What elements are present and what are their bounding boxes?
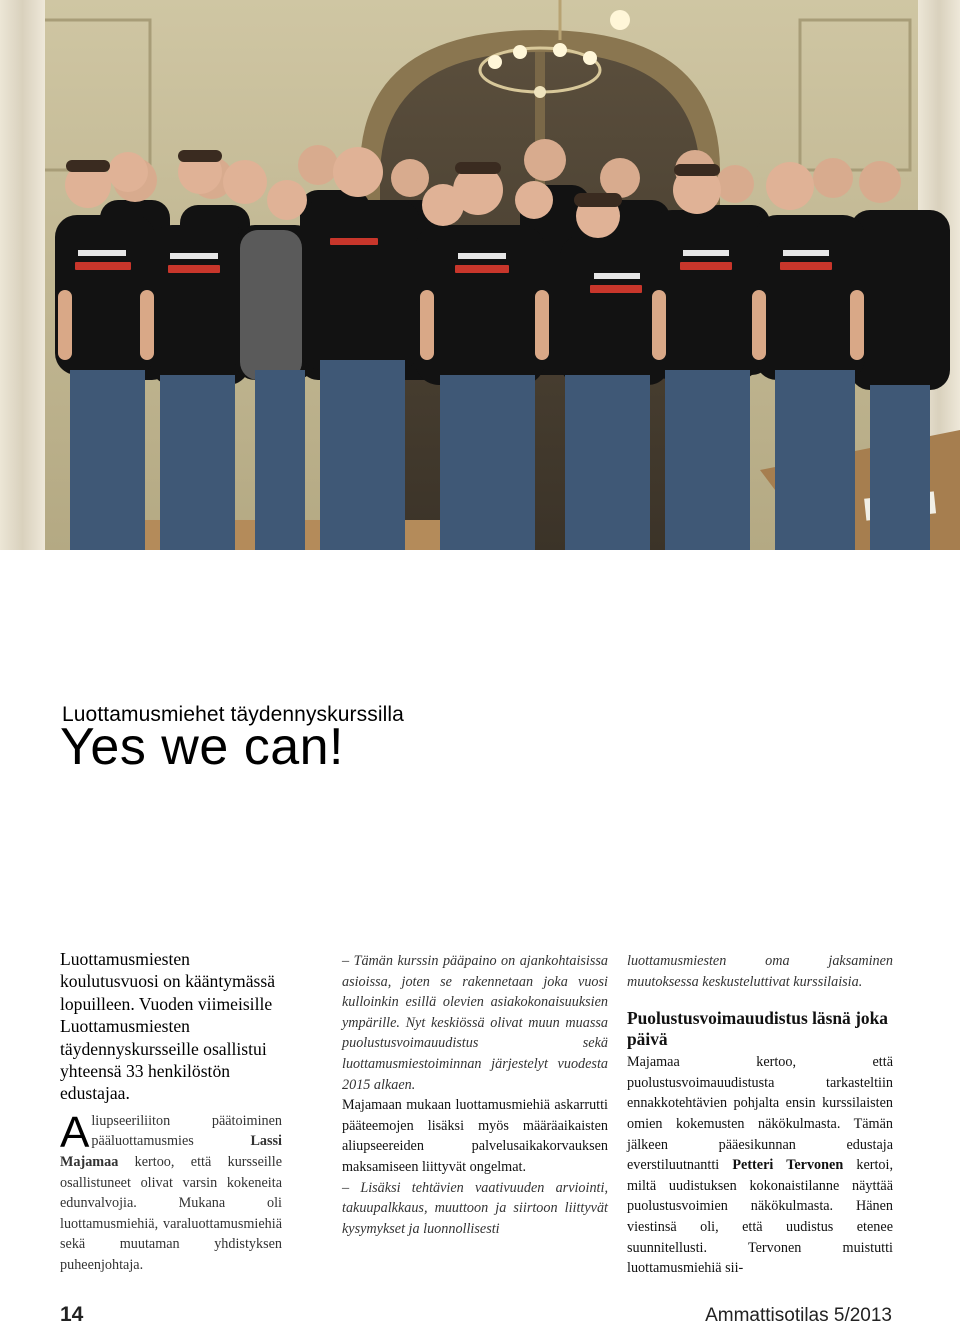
col2-quote-1: – Tämän kurssin pääpaino on ajankohtaisissa asioissa, joten se rakennetaan joka vuosi kulloinkin esillä olevien asiakokonaisuuksien ympärille. Nyt keskiössä olivat muun muassa puolustusvoimauudistus sekä luottamusmiestoiminnan järjestelyt vuodesta 2015 alkaen. [342, 953, 608, 1093]
page-number: 14 [60, 1303, 84, 1326]
col3-subheading: Puolustusvoimauudistus läsnä joka päivä [627, 1008, 888, 1049]
drop-cap: A [60, 1107, 90, 1157]
person-name-tervonen: Petteri Tervonen [732, 1157, 844, 1174]
col3-paragraph-2 [627, 1052, 893, 1279]
person-name-majamaa: Lassi Majamaa [60, 1133, 282, 1171]
col2-paragraph-2: Majamaan mukaan luottamusmiehiä askarrutti pääteemojen lisäksi myös määräaikaisten aliupseereiden palvelusaikakorvauksen maksamiseen liittyvät ongelmat. [342, 1097, 608, 1175]
column-2 [342, 951, 608, 1239]
col1-text-a: liupseeriliiton päätoiminen pääluottamusmies [91, 1112, 282, 1150]
column-1 [60, 948, 282, 1276]
article-kicker: Luottamusmiehet täydennyskurssilla [62, 703, 404, 726]
group-photo-illustration [0, 0, 960, 550]
curtain-left [0, 0, 45, 550]
col1-text-b: kertoo, että kursseille osallistuneet olivat varsin kokeneita edunvalvojia. Mukana oli luottamusmiehiä, varaluottamusmiehiä sekä muutaman yhdistyksen puheenjohtaja. [60, 1154, 282, 1273]
article-title: Yes we can! [60, 718, 344, 776]
article-lead: Luottamusmiesten koulutusvuosi on kääntymässä lopuilleen. Vuoden viimeisille Luottamusmiesten täydennyskursseille osallistui yhteensä 33 henkilöstön edustajaa. [60, 949, 276, 1104]
col2-quote-3: – Lisäksi tehtävien vaativuuden arviointi, takuupalkkaus, muuttoon ja siirtoon liittyvät kysymykset ja luonnollisesti [342, 1179, 608, 1237]
group-photo [0, 0, 960, 550]
col3-quote-1: luottamusmiesten oma jaksaminen muutoksessa keskusteluttivat kurssilaisia. [627, 953, 893, 990]
col3-text-a: Majamaa kertoo, että puolustusvoimauudistusta tarkasteltiin ennakkotehtävien pohjalta ensin kurssilaisten omien kokemusten näkökulmasta. Tämän jälkeen pääesikunnan edustaja everstiluutnantti [627, 1054, 893, 1174]
col3-text-b: kertoi, miltä uudistuksen kokonaistilanne näyttää puolustusvoimien näkökulmasta. Hänen viestinsä oli, että uudistus etenee suunnitellusti. Tervonen muistutti luottamusmiehiä sii- [627, 1157, 894, 1277]
col1-paragraph-1 [60, 1107, 282, 1276]
column-3 [627, 951, 893, 1279]
magazine-issue: Ammattisotilas 5/2013 [705, 1305, 892, 1326]
